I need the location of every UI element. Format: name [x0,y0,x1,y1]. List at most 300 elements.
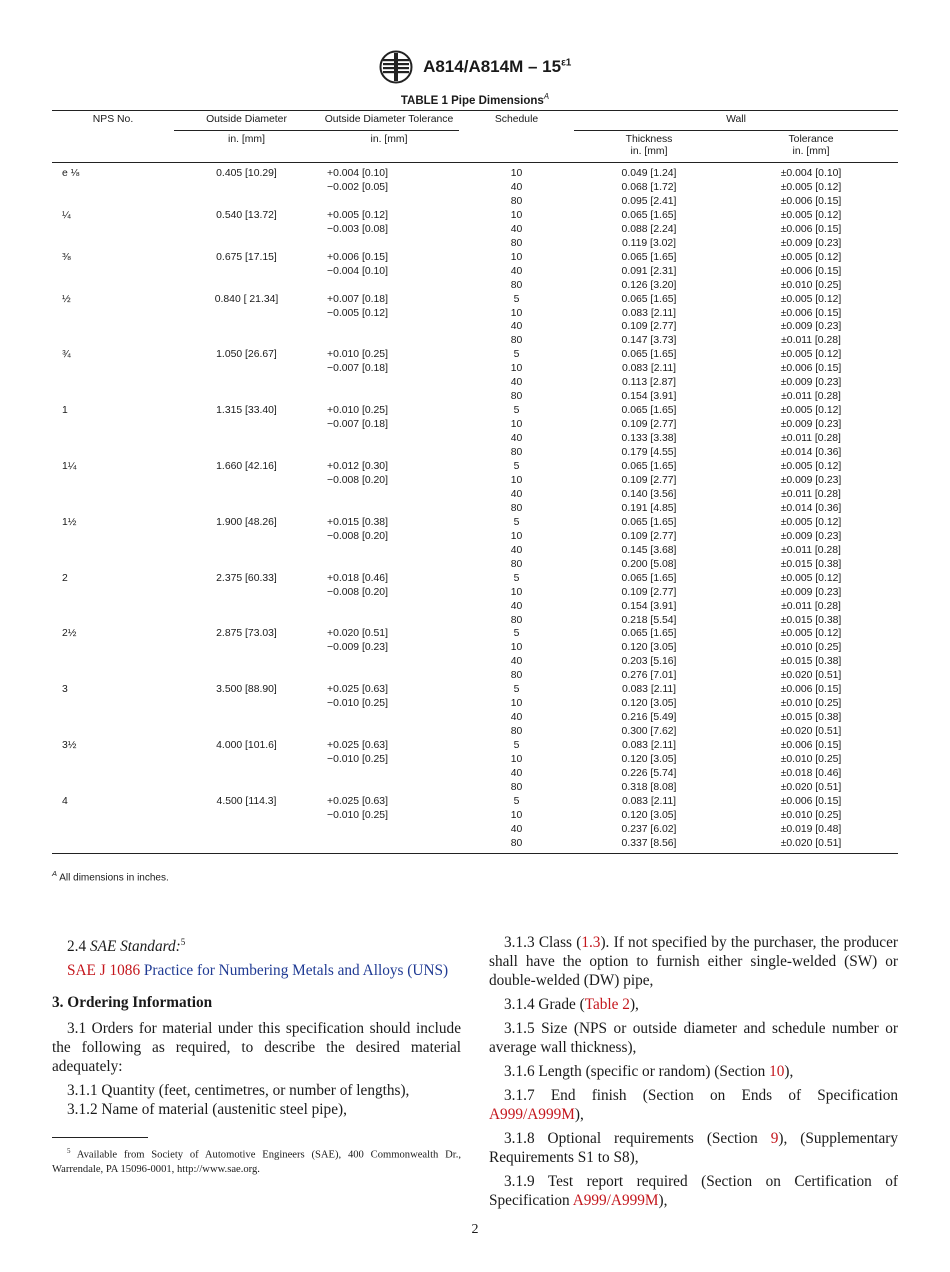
cell-nps [52,697,174,711]
cell-outside-diameter: 0.840 [ 21.34] [214,293,279,305]
cell-nps: 4 [62,795,68,807]
cell-outside-diameter: 0.405 [10.29] [216,168,277,179]
sae-j1086-title-link[interactable]: Practice for Numbering Metals and Alloys (UNS) [143,962,449,980]
cell-tolerance: ±0.005 [0.12] [780,516,842,528]
table-row [52,516,898,530]
table-row [52,251,898,265]
cell-tolerance: ±0.005 [0.12] [780,181,842,193]
cell-tolerance: ±0.006 [0.15] [780,223,842,235]
section-2-4: 2.4 SAE Standard:$^5$ [67,937,186,956]
cell-thickness: 0.133 [3.38] [621,433,677,445]
cell-schedule: 80 [510,447,523,459]
cell-outside-diameter [174,809,319,823]
cell-thickness: 0.120 [3.05] [621,642,677,654]
cell-od-tolerance: −0.009 [0.23] [327,642,388,654]
table-row [52,209,898,223]
cell-thickness: 0.065 [1.65] [621,628,677,640]
section-3-1-2: 3.1.2 Name of material (austenitic steel pipe), [67,1101,347,1119]
cell-tolerance: ±0.020 [0.51] [780,781,842,793]
cell-nps: 1¼ [62,461,77,473]
cell-schedule: 80 [510,558,523,570]
cell-schedule: 80 [510,391,523,403]
cell-outside-diameter: 4.500 [114.3] [216,795,277,807]
cell-outside-diameter [174,223,319,237]
cell-outside-diameter [174,446,319,460]
cell-nps [52,488,174,502]
cell-tolerance: ±0.006 [0.15] [780,795,842,807]
cell-outside-diameter [174,697,319,711]
cell-tolerance: ±0.006 [0.15] [780,363,842,375]
cell-od-tolerance [319,725,459,739]
cell-nps [52,655,174,669]
table-row [52,195,898,209]
cell-schedule: 5 [513,461,520,473]
cell-thickness: 0.109 [2.77] [621,321,677,333]
table-row [52,488,898,502]
header-wall: Wall [574,111,898,131]
cell-od-tolerance [319,614,459,628]
cell-schedule: 40 [510,656,523,668]
cell-od-tolerance: +0.025 [0.63] [327,740,388,752]
cell-tolerance: ±0.009 [0.23] [780,237,842,249]
cell-outside-diameter [174,265,319,279]
cell-thickness: 0.068 [1.72] [621,181,677,193]
section-3-1-4: 3.1.4 Grade (Table 2), [504,996,639,1013]
cell-thickness: 0.065 [1.65] [621,293,677,305]
cell-thickness: 0.049 [1.24] [621,168,677,179]
cell-outside-diameter [174,711,319,725]
cell-od-tolerance: −0.010 [0.25] [327,698,388,710]
cell-nps: ¼ [62,209,71,221]
cell-thickness: 0.065 [1.65] [621,516,677,528]
cell-outside-diameter: 3.500 [88.90] [216,684,277,696]
cell-od-tolerance [319,390,459,404]
table-row [52,404,898,418]
cell-od-tolerance [319,669,459,683]
cell-tolerance: ±0.015 [0.38] [780,614,842,626]
cell-thickness: 0.200 [5.08] [621,558,677,570]
cell-tolerance: ±0.020 [0.51] [780,670,842,682]
cell-od-tolerance: +0.018 [0.46] [327,572,388,584]
cell-nps: ⅜ [62,251,71,263]
cell-tolerance: ±0.006 [0.15] [780,740,842,752]
table-row [52,544,898,558]
cell-thickness: 0.140 [3.56] [621,488,677,500]
cell-schedule: 80 [510,195,523,207]
cell-outside-diameter: 1.315 [33.40] [216,405,277,417]
header-schedule: Schedule [459,111,574,131]
a999-link-1[interactable]: A999/A999M [489,1106,575,1123]
cell-od-tolerance: −0.010 [0.25] [327,754,388,766]
cell-thickness: 0.109 [2.77] [621,530,677,542]
table-row [52,502,898,516]
table-row [52,265,898,279]
cell-outside-diameter: 1.050 [26.67] [216,349,277,361]
cell-schedule: 40 [510,600,523,612]
table-row [52,711,898,725]
cell-tolerance: ±0.005 [0.12] [780,628,842,640]
cell-thickness: 0.119 [3.02] [621,237,677,249]
cell-outside-diameter [174,837,319,853]
cell-od-tolerance [319,655,459,669]
cell-schedule: 80 [510,502,523,514]
cell-od-tolerance: −0.008 [0.20] [327,586,388,598]
cell-tolerance: ±0.009 [0.23] [780,530,842,542]
cell-tolerance: ±0.020 [0.51] [780,726,842,738]
cell-od-tolerance: −0.007 [0.18] [327,419,388,431]
cell-od-tolerance: +0.012 [0.30] [327,461,388,473]
table-row [52,683,898,697]
cell-nps [52,586,174,600]
cell-tolerance: ±0.010 [0.25] [780,279,842,291]
cell-thickness: 0.154 [3.91] [621,391,677,403]
cell-outside-diameter: 4.000 [101.6] [216,740,277,752]
cell-thickness: 0.276 [7.01] [621,670,677,682]
cell-od-tolerance: +0.004 [0.10] [327,168,388,179]
table-row [52,348,898,362]
cell-outside-diameter: 0.540 [13.72] [216,209,277,221]
cell-od-tolerance: −0.008 [0.20] [327,474,388,486]
table-row [52,823,898,837]
cell-od-tolerance [319,237,459,251]
table-row [52,739,898,753]
cell-thickness: 0.203 [5.16] [621,656,677,668]
table-row [52,181,898,195]
table-row [52,600,898,614]
cell-tolerance: ±0.020 [0.51] [724,837,898,853]
cell-schedule: 80 [459,837,574,853]
table-row [52,362,898,376]
cell-nps [52,307,174,321]
cell-tolerance: ±0.006 [0.15] [780,684,842,696]
sae-j1086-link[interactable]: SAE J 1086 [67,962,141,980]
cell-nps [52,711,174,725]
table-row [52,641,898,655]
cell-nps: 2 [62,572,68,584]
cell-od-tolerance: +0.025 [0.63] [327,684,388,696]
cell-od-tolerance [319,195,459,209]
cell-thickness: 0.191 [4.85] [621,502,677,514]
cell-outside-diameter [174,600,319,614]
cell-od-tolerance: +0.010 [0.25] [327,349,388,361]
cell-od-tolerance [319,320,459,334]
cell-thickness: 0.147 [3.73] [621,335,677,347]
cell-nps [52,432,174,446]
cell-tolerance: ±0.010 [0.25] [780,698,842,710]
table-row [52,697,898,711]
cell-thickness: 0.113 [2.87] [621,377,677,389]
table-row [52,293,898,307]
cell-nps [52,474,174,488]
cell-schedule: 10 [510,209,523,221]
cell-schedule: 5 [513,405,520,417]
cell-thickness: 0.109 [2.77] [621,586,677,598]
table-title: TABLE 1 Pipe Dimensions$^A$ [400,92,550,107]
cell-nps [52,809,174,823]
cell-outside-diameter: 2.875 [73.03] [216,628,277,640]
cell-od-tolerance [319,488,459,502]
cell-nps [52,418,174,432]
cell-thickness: 0.065 [1.65] [621,349,677,361]
document-header [0,50,950,84]
header-thickness: Thickness in. [mm] [574,131,724,163]
cell-outside-diameter [174,474,319,488]
table-row [52,446,898,460]
cell-thickness: 0.120 [3.05] [621,754,677,766]
cell-outside-diameter: 0.675 [17.15] [216,251,277,263]
section-3-1-7: 3.1.7 End finish (Section on Ends of Specification A999/A999M), [489,1087,898,1123]
cell-od-tolerance [319,446,459,460]
cell-tolerance: ±0.006 [0.15] [780,307,842,319]
cell-nps [52,614,174,628]
cell-outside-diameter [174,181,319,195]
cell-thickness: 0.318 [8.08] [621,781,677,793]
cell-thickness: 0.226 [5.74] [621,767,677,779]
cell-od-tolerance: +0.006 [0.15] [327,251,388,263]
cell-outside-diameter [174,362,319,376]
cell-schedule: 10 [510,809,523,821]
cell-nps [52,265,174,279]
table-row [52,334,898,348]
table-2-link[interactable]: Table 2 [584,996,630,1013]
cell-thickness: 0.120 [3.05] [621,698,677,710]
cell-thickness: 0.091 [2.31] [621,265,677,277]
cell-schedule: 40 [510,544,523,556]
cell-tolerance: ±0.005 [0.12] [780,461,842,473]
cell-nps [52,753,174,767]
cell-outside-diameter [174,390,319,404]
cell-nps [52,558,174,572]
cell-tolerance: ±0.005 [0.12] [780,293,842,305]
table-row [52,586,898,600]
cell-thickness: 0.109 [2.77] [621,419,677,431]
cell-schedule: 40 [510,767,523,779]
cell-outside-diameter [174,502,319,516]
cell-od-tolerance [319,711,459,725]
cell-od-tolerance [319,767,459,781]
cell-nps: 3 [62,684,68,696]
cell-thickness: 0.126 [3.20] [621,279,677,291]
cell-outside-diameter [174,753,319,767]
a999-link-2[interactable]: A999/A999M [572,1192,659,1209]
footnote-rule [52,1137,148,1138]
cell-od-tolerance: −0.008 [0.20] [327,530,388,542]
cell-nps [52,781,174,795]
cell-thickness: 0.237 [6.02] [621,823,677,835]
cell-thickness: 0.083 [2.11] [621,363,677,375]
section-10-link[interactable]: 10 [769,1063,785,1080]
cell-outside-diameter [174,823,319,837]
table-row [52,767,898,781]
cell-nps [52,641,174,655]
pipe-dimensions-table [52,110,898,854]
cell-nps [52,320,174,334]
table-row [52,376,898,390]
cell-tolerance: ±0.011 [0.28] [781,433,841,445]
cell-nps [52,334,174,348]
cell-od-tolerance: −0.004 [0.10] [327,265,388,277]
table-row [52,809,898,823]
astm-logo [379,50,413,84]
table-row [52,390,898,404]
cell-schedule: 80 [510,781,523,793]
class-1-3-link[interactable]: 1.3 [581,934,601,951]
cell-outside-diameter [174,655,319,669]
header-od-tol-unit: in. [mm] [319,131,459,163]
table-row [52,237,898,251]
cell-thickness: 0.065 [1.65] [621,251,677,263]
cell-tolerance: ±0.006 [0.15] [780,195,842,207]
cell-schedule: 5 [513,740,520,752]
cell-od-tolerance [319,558,459,572]
header-od-unit: in. [mm] [174,131,319,163]
cell-thickness: 0.065 [1.65] [621,572,677,584]
cell-tolerance: ±0.011 [0.28] [781,600,841,612]
cell-thickness: 0.300 [7.62] [621,726,677,738]
cell-schedule: 10 [510,530,523,542]
cell-od-tolerance: −0.007 [0.18] [327,363,388,375]
cell-nps [52,530,174,544]
pipe-dimensions-table-wrap [52,110,898,854]
cell-outside-diameter [174,767,319,781]
cell-od-tolerance [319,600,459,614]
cell-outside-diameter [174,530,319,544]
cell-schedule: 40 [510,433,523,445]
cell-tolerance: ±0.011 [0.28] [781,335,841,347]
cell-schedule: 5 [513,795,520,807]
right-column [489,933,898,1215]
cell-od-tolerance [319,823,459,837]
cell-schedule: 10 [510,586,523,598]
cell-tolerance: ±0.009 [0.23] [780,377,842,389]
section-3-heading: 3. Ordering Information [52,994,213,1012]
cell-nps [52,376,174,390]
cell-nps: 2½ [62,628,77,640]
cell-outside-diameter [174,418,319,432]
table-row [52,627,898,641]
designation: $A814/A814M - 15^{\varepsilon 1}$ [423,57,572,76]
cell-thickness: 0.083 [2.11] [621,307,677,319]
cell-od-tolerance [319,279,459,293]
cell-schedule: 80 [510,335,523,347]
table-row [52,558,898,572]
cell-outside-diameter [174,725,319,739]
cell-schedule: 40 [510,223,523,235]
table-row [52,320,898,334]
footnote-5: $^5$ Available from Society of Automotive Engineers (SAE), 400 Commonwealth Dr., Warrendale, PA 15096-0001, http://www.sae.org. [52,1147,461,1175]
cell-thickness: 0.083 [2.11] [621,684,677,696]
cell-nps [52,390,174,404]
cell-tolerance: ±0.011 [0.28] [781,391,841,403]
cell-tolerance: ±0.014 [0.36] [780,447,842,459]
table-row [52,781,898,795]
cell-thickness: 0.216 [5.49] [621,712,677,724]
table-row [52,655,898,669]
cell-outside-diameter [174,195,319,209]
cell-outside-diameter [174,669,319,683]
cell-schedule: 40 [510,265,523,277]
section-3-1-8: 3.1.8 Optional requirements (Section 9), (Supplementary Requirements S1 to S8), [489,1130,898,1166]
section-3-1-9: 3.1.9 Test report required (Section on Certification of Specification A999/A999M), [489,1173,898,1209]
table-row [52,530,898,544]
table-title-note: A [543,92,550,101]
cell-schedule: 10 [510,474,523,486]
table-row [52,460,898,474]
section-3-1-5: 3.1.5 Size (NPS or outside diameter and schedule number or average wall thickness), [489,1020,898,1056]
cell-od-tolerance: −0.003 [0.08] [327,223,388,235]
header-nps: NPS No. [52,111,174,131]
cell-schedule: 10 [510,307,523,319]
table-row [52,572,898,586]
cell-schedule: 10 [510,168,523,179]
cell-tolerance: ±0.005 [0.12] [780,572,842,584]
section-9-link[interactable]: 9 [770,1130,779,1147]
cell-tolerance: ±0.010 [0.25] [780,754,842,766]
cell-schedule: 5 [513,628,520,640]
cell-od-tolerance [319,502,459,516]
cell-thickness: 0.337 [8.56] [574,837,724,853]
cell-thickness: 0.083 [2.11] [621,740,677,752]
cell-thickness: 0.065 [1.65] [621,209,677,221]
cell-tolerance: ±0.009 [0.23] [780,321,842,333]
cell-tolerance: ±0.015 [0.38] [780,712,842,724]
cell-nps [52,223,174,237]
cell-thickness: 0.145 [3.68] [621,544,677,556]
cell-nps: 1½ [62,516,77,528]
cell-nps: 3½ [62,740,77,752]
designation-superscript: ε1 [561,57,572,69]
cell-tolerance: ±0.005 [0.12] [780,209,842,221]
cell-nps: ½ [62,293,71,305]
cell-schedule: 5 [513,684,520,696]
cell-tolerance: ±0.010 [0.25] [780,809,842,821]
cell-od-tolerance: +0.007 [0.18] [327,293,388,305]
cell-thickness: 0.065 [1.65] [621,461,677,473]
cell-thickness: 0.109 [2.77] [621,474,677,486]
cell-outside-diameter [174,237,319,251]
table-row [52,474,898,488]
cell-nps [52,669,174,683]
page-number: 2 [471,1222,479,1237]
cell-schedule: 10 [510,251,523,263]
sae-reference [52,961,461,980]
cell-nps: e ⅛ [62,168,80,179]
cell-schedule: 80 [510,726,523,738]
cell-outside-diameter [174,614,319,628]
cell-od-tolerance: +0.010 [0.25] [327,405,388,417]
cell-od-tolerance [319,837,459,853]
cell-tolerance: ±0.005 [0.12] [780,349,842,361]
cell-schedule: 40 [510,712,523,724]
table-footnote: $^A$ All dimensions in inches. [52,869,169,884]
table-row [52,795,898,809]
cell-od-tolerance [319,432,459,446]
cell-od-tolerance: +0.020 [0.51] [327,628,388,640]
cell-tolerance: ±0.010 [0.25] [780,642,842,654]
cell-schedule: 40 [510,377,523,389]
cell-od-tolerance [319,544,459,558]
cell-od-tolerance: −0.005 [0.12] [327,307,388,319]
cell-thickness: 0.218 [5.54] [621,614,677,626]
cell-schedule: 5 [513,516,520,528]
cell-od-tolerance: +0.015 [0.38] [327,516,388,528]
cell-nps: 1 [62,405,68,417]
cell-schedule: 40 [510,181,523,193]
cell-schedule: 10 [510,754,523,766]
cell-outside-diameter: 1.900 [48.26] [216,516,277,528]
cell-tolerance: ±0.015 [0.38] [780,558,842,570]
cell-nps [52,600,174,614]
